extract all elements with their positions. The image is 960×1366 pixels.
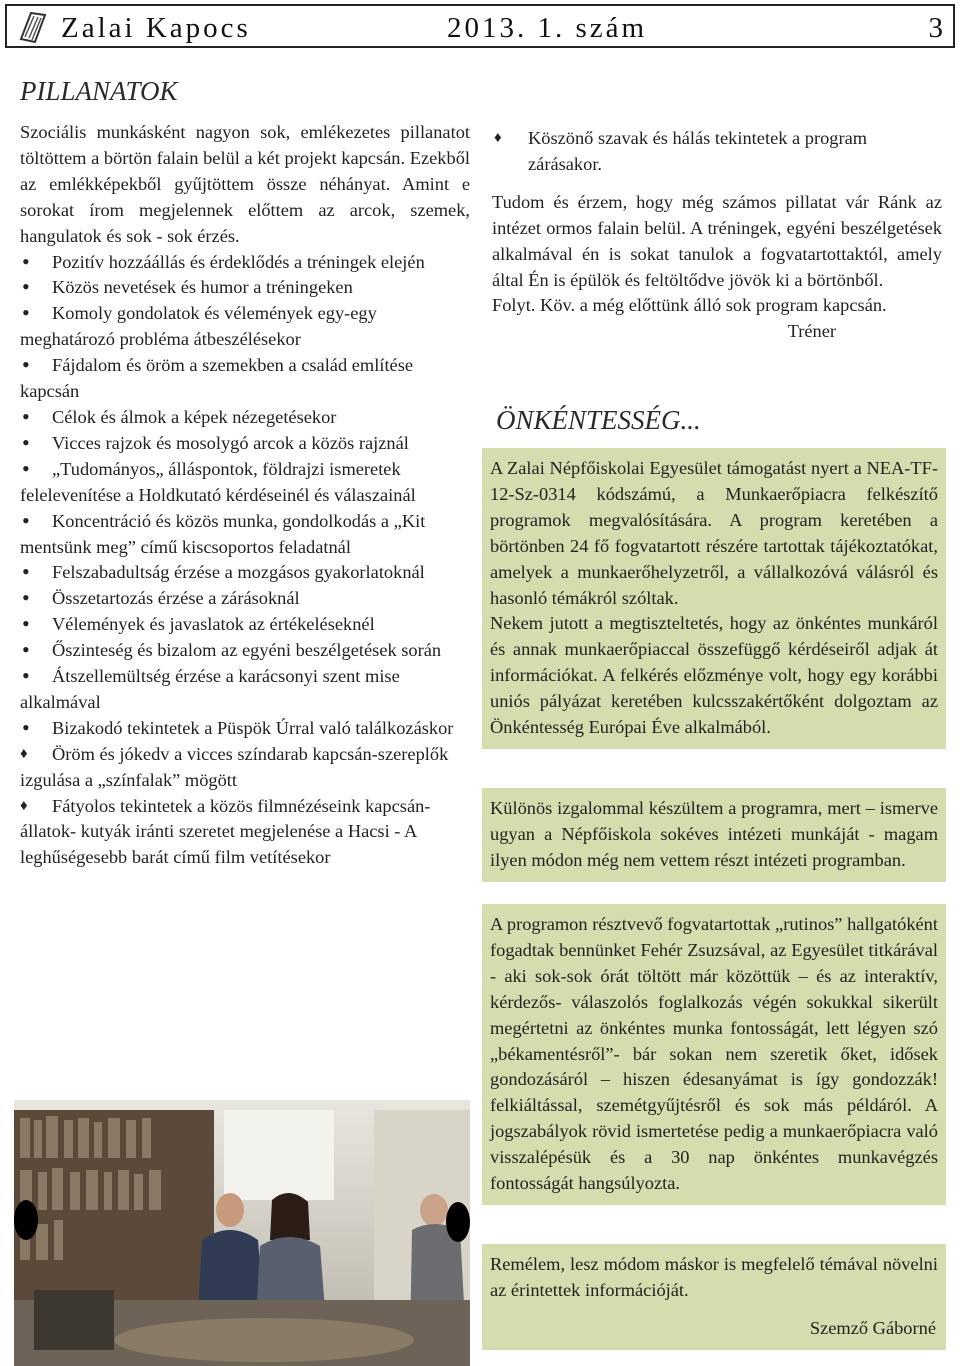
diamond-bullet-icon: ♦ bbox=[494, 130, 502, 146]
info-box-paragraph: A Zalai Népfőiskolai Egyesület támogatást nyert a NEA-TF-12-Sz-0314 kódszámú, a Munkaerőpiacra felkészítő programok megvalósítására. A program keretében a börtönben 24 fő fogvatartott részére tartottak tájékoztatókat, amelyek a munkaerőhelyzetről, a vállalkozóvá válásról és hasonló témákról szóltak. bbox=[490, 458, 938, 608]
issue-number: 2013. 1. szám bbox=[447, 12, 648, 44]
section-title-pillanatok: PILLANATOK bbox=[20, 76, 178, 106]
list-item: • „Tudományos„ álláspontok, földrajzi ismeretek felelevenítése a Holdkutató kérdéseinél és válaszainál bbox=[20, 457, 470, 509]
list-item: • Bizakodó tekintetek a Püspök Úrral való találkozáskor bbox=[20, 716, 470, 742]
speech-bubble-marker bbox=[14, 1200, 38, 1240]
section-title-onkentesseg: ÖNKÉNTESSÉG... bbox=[496, 405, 701, 435]
diamond-list-item: ♦ Köszönő szavak és hálás tekintetek a program zárásakor. bbox=[494, 128, 868, 174]
info-box-paragraph: Remélem, lesz módom máskor is megfelelő témával növelni az érintettek információját. bbox=[490, 1254, 938, 1300]
diamond-bullet-icon: ♦ bbox=[20, 745, 28, 762]
page-number: 3 bbox=[928, 12, 943, 44]
info-box bbox=[482, 788, 946, 882]
continued-paragraph: Folyt. Köv. a még előttünk álló sok program kapcsán. bbox=[492, 295, 887, 316]
list-item: • Átszellemültség érzése a karácsonyi szent mise alkalmával bbox=[20, 664, 470, 716]
info-box-paragraph: A programon résztvevő fogvatartottak „rutinos” hallgatóként fogadtak bennünket Fehér Zsuzsával, az Egyesület titkárával - aki sok-sok órát töltött már közöttük – és az interaktív, kérdezős- válaszolós foglalkozás végén sokukkal sikerült megértetni az önkéntes munka fontosságát, lett légyen szó „békamentésről”- bár sokan nem szeretik őket, idősek gondozásáról – hiszen édesanyámat is így gondozzák! felkiáltással, szemétgyűjtésről és sok más példáról. A jogszabályok rövid ismertetése pedig a munkaerőpiacra való visszalépésük és a 30 nap önkéntes munkavégzés fontosságát hangsúlyozta. bbox=[490, 914, 938, 1194]
photo-illustration bbox=[14, 1090, 470, 1366]
diamond-list-item: ♦ Öröm és jókedv a vicces színdarab kapcsán-szereplők izgulása a „színfalak” mögött bbox=[20, 743, 449, 790]
right-column-top bbox=[492, 126, 942, 345]
list-item: • Közös nevetések és humor a tréningeken bbox=[20, 275, 470, 301]
book-logo-icon bbox=[17, 9, 51, 45]
info-box bbox=[482, 904, 946, 1205]
list-item: • Koncentráció és közös munka, gondolkodás a „Kit mentsünk meg” című kiscsoportos feladatnál bbox=[20, 509, 470, 561]
list-item: • Összetartozás érzése a zárásoknál bbox=[20, 586, 470, 612]
info-box-paragraph: Nekem jutott a megtiszteltetés, hogy az önkéntes munkáról és annak munkaerőpiaccal összefüggő kérdéseiről adjak át információkat. A felkérés előzménye volt, hogy egy korábbi uniós pályázat keretében kulcsszakértőként dolgoztam az Önkéntesség Európai Éve alkalmából. bbox=[490, 613, 938, 738]
trainer-paragraph: Tudom és érzem, hogy még számos pillatat vár Ránk az intézet ormos falain belül. A tréningek, egyéni beszélgetések alkalmával én is sokat tanulok a fogvatartottaktól, amely által Én is épülök és feltöltődve jövök ki a börtönből. bbox=[492, 191, 942, 290]
diamond-bullet-icon: ♦ bbox=[20, 797, 28, 814]
list-item: • Komoly gondolatok és vélemények egy-egy meghatározó probléma átbeszélésekor bbox=[20, 301, 470, 353]
list-item: • Felszabadultság érzése a mozgásos gyakorlatoknál bbox=[20, 560, 470, 586]
info-box bbox=[482, 448, 946, 749]
signature-trainer: Tréner bbox=[787, 321, 836, 342]
list-item: • Pozitív hozzáállás és érdeklődés a tréningek elején bbox=[20, 250, 470, 276]
diamond-list-item: ♦ Fátyolos tekintetek a közös filmnézéseink kapcsán- állatok- kutyák iránti szeretet megjelenése a Hacsi - A leghűségesebb barát című film vetítésekor bbox=[20, 795, 431, 868]
info-box-paragraph: Különös izgalommal készültem a programra, mert – ismerve ugyan a Népfőiskola sokéves intézeti munkáját - magam ilyen módon még nem vettem részt intézeti programban. bbox=[490, 798, 938, 870]
left-column bbox=[20, 120, 470, 871]
list-item: • Célok és álmok a képek nézegetésekor bbox=[20, 405, 470, 431]
newsletter-title: Zalai Kapocs bbox=[61, 12, 251, 44]
moments-list bbox=[20, 250, 470, 872]
signature-author: Szemző Gáborné bbox=[809, 1317, 936, 1338]
list-item: • Vicces rajzok és mosolygó arcok a közös rajznál bbox=[20, 431, 470, 457]
speech-bubble-marker bbox=[446, 1202, 470, 1242]
intro-paragraph: Szociális munkásként nagyon sok, emlékezetes pillanatot töltöttem a börtön falain belül a két projekt kapcsán. Ezekből az emlékképekből gyűjtöttem össze néhányat. Amint e sorokat írom megjelennek előttem az arcok, szemek, hangulatok és sok - sok érzés. bbox=[20, 122, 470, 246]
group-photo bbox=[14, 1090, 470, 1366]
list-item: • Őszinteség és bizalom az egyéni beszélgetések során bbox=[20, 638, 470, 664]
list-item: • Fájdalom és öröm a szemekben a család említése kapcsán bbox=[20, 353, 470, 405]
list-item: • Vélemények és javaslatok az értékeléseknél bbox=[20, 612, 470, 638]
page-header bbox=[5, 4, 955, 48]
info-box bbox=[482, 1244, 946, 1350]
